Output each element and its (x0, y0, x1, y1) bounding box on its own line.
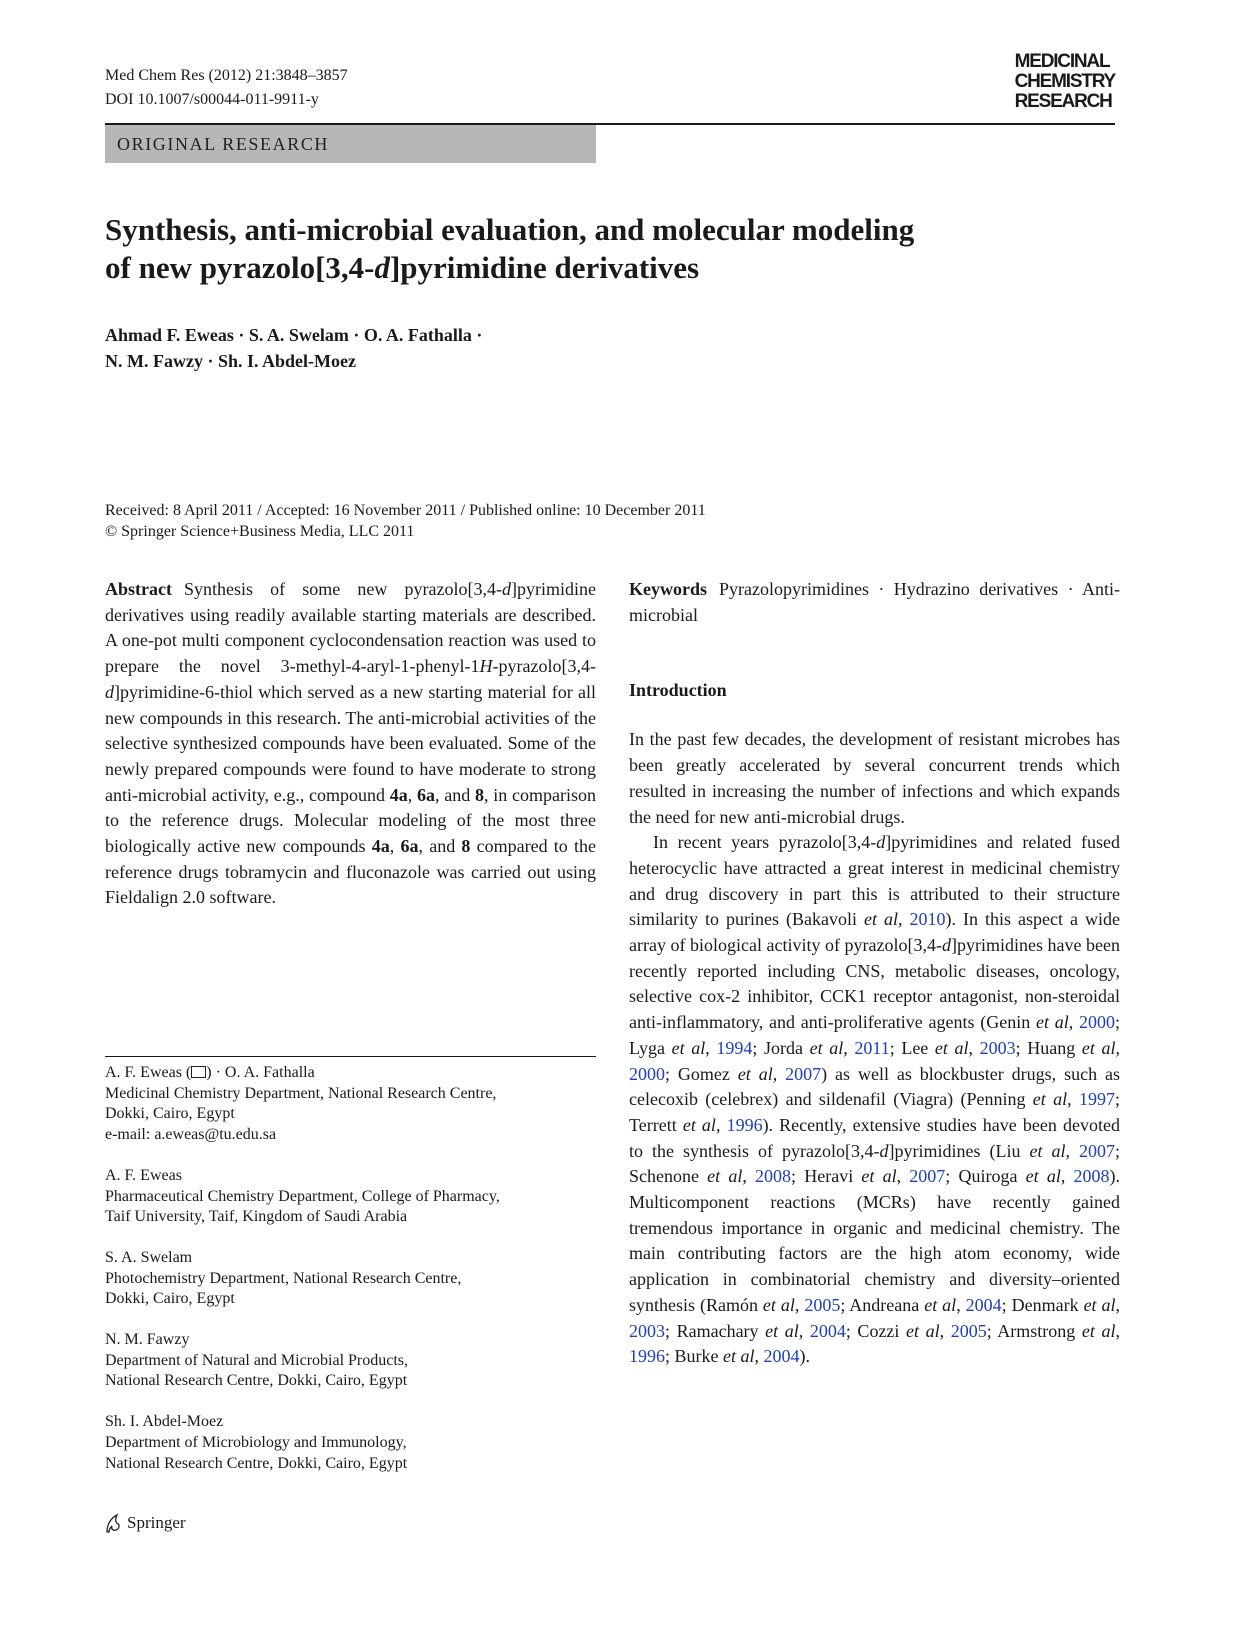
article-title (105, 211, 1005, 287)
citation-link[interactable]: 2005 (804, 1294, 841, 1315)
affiliation-rule (105, 1056, 596, 1057)
affiliation-name: A. F. Eweas (105, 1166, 182, 1184)
citation-link[interactable]: 2008 (755, 1166, 792, 1187)
title-line: of new pyrazolo[3,4-d]pyrimidine derivatives (105, 250, 700, 285)
intro-paragraph: In recent years pyrazolo[3,4-d]pyrimidines and related fused heterocyclic have attracted a great interest in medicinal chemistry and drug discovery in part this is attributed to their structure similarity to purines (Bakavoli et al, 2010). In this aspect a wide array of biological activity of pyrazolo[3,4-d]pyrimidines have been recently reported including CNS, metabolic diseases, oncology, selective cox-2 inhibitor, CCK1 receptor antagonist, non-steroidal anti-inflammatory, and anti-proliferative agents (Genin et al, 2000; Lyga et al, 1994; Jorda et al, 2011; Lee et al, 2003; Huang et al, 2000; Gomez et al, 2007) as well as blockbuster drugs, such as celecoxib (celebrex) and sildenafil (Viagra) (Penning et al, 1997; Terrett et al, 1996). Recently, extensive studies have been devoted to the synthesis of pyrazolo[3,4-d]pyrimidines (Liu et al, 2007; Schenone et al, 2008; Heravi et al, 2007; Quiroga et al, 2008). Multicomponent reactions (MCRs) have recently gained tremendous importance in organic and medicinal chemistry. The main contributing factors are the high atom economy, wide application in combinatorial chemistry and diversity–oriented synthesis (Ramón et al, 2005; Andreana et al, 2004; Denmark et al, 2003; Ramachary et al, 2004; Cozzi et al, 2005; Armstrong et al, 1996; Burke et al, 2004). (629, 832, 1121, 1367)
citation-link[interactable]: 2000 (629, 1063, 665, 1084)
publisher-name: Springer (127, 1513, 186, 1532)
doi: DOI 10.1007/s00044-011-9911-y (105, 91, 319, 108)
springer-horse-icon (103, 1512, 123, 1534)
envelope-icon (191, 1066, 206, 1078)
affiliation-block: A. F. Eweas ( ) · O. A. Fathalla Medicinal Chemistry Department, National Research Centre, Dokki, Cairo, Egypt e-mail: a.eweas@tu.edu.sa (105, 1063, 596, 1146)
logo-line: MEDICINAL (1014, 51, 1110, 72)
affiliation-name: S. A. Swelam (105, 1248, 193, 1266)
right-column (629, 577, 1120, 1370)
abstract-section (105, 577, 596, 911)
introduction-heading: Introduction (629, 680, 727, 701)
journal-logo (1015, 52, 1115, 112)
citation-link[interactable]: 2007 (1079, 1140, 1115, 1161)
citation-link[interactable]: 2003 (629, 1320, 665, 1341)
affiliation-block: S. A. Swelam Photochemistry Department, National Research Centre, Dokki, Cairo, Egypt (105, 1248, 596, 1310)
citation-link[interactable]: 2004 (965, 1294, 1002, 1315)
journal-citation: Med Chem Res (2012) 21:3848–3857 (105, 67, 348, 84)
email[interactable]: e-mail: a.eweas@tu.edu.sa (105, 1126, 277, 1144)
affiliation-name: Sh. I. Abdel-Moez (105, 1413, 224, 1431)
citation-link[interactable]: 2007 (909, 1166, 946, 1187)
citation-link[interactable]: 1996 (726, 1114, 763, 1135)
affiliation-block: N. M. Fawzy Department of Natural and Microbial Products, National Research Centre, Dokki, Cairo, Egypt (105, 1330, 596, 1392)
citation-link[interactable]: 2003 (979, 1037, 1016, 1058)
affiliation-block: A. F. Eweas Pharmaceutical Chemistry Department, College of Pharmacy, Taif University, Taif, Kingdom of Saudi Arabia (105, 1166, 596, 1228)
affiliation-name: A. F. Eweas ( ) · O. A. Fathalla (105, 1064, 315, 1081)
publisher-footer (103, 1512, 186, 1534)
citation-link[interactable]: 2005 (950, 1320, 987, 1341)
citation-link[interactable]: 2004 (809, 1320, 846, 1341)
affiliation-name: N. M. Fawzy (105, 1331, 190, 1349)
citation-link[interactable]: 2010 (909, 909, 946, 930)
abstract-text: Abstract Synthesis of some new pyrazolo[3,4-d]pyrimidine derivatives using readily available starting materials are described. A one-pot multi component cyclocondensation reaction was used to prepare the novel 3-methyl-4-aryl-1-phenyl-1H-pyrazolo[3,4-d]pyrimidine-6-thiol which served as a new starting material for all new compounds in this research. The anti-microbial activities of the selective synthesized compounds have been evaluated. Some of the newly prepared compounds were found to have moderate to strong anti-microbial activity, e.g., compound 4a, 6a, and 8, in comparison to the reference drugs. Molecular modeling of the most three biologically active new compounds 4a, 6a, and 8 compared to the reference drugs tobramycin and fluconazole was carried out using Fieldalign 2.0 software. (105, 579, 597, 908)
citation-link[interactable]: 1994 (716, 1037, 753, 1058)
journal-meta (105, 64, 348, 112)
section-label: ORIGINAL RESEARCH (105, 125, 596, 163)
affiliations (105, 1063, 596, 1494)
citation-link[interactable]: 2004 (763, 1346, 800, 1367)
authors-line: Ahmad F. Eweas · S. A. Swelam · O. A. Fathalla · (105, 325, 483, 345)
dates-line: Received: 8 April 2011 / Accepted: 16 November 2011 / Published online: 10 December 2011 (105, 502, 706, 519)
authors-line: N. M. Fawzy · Sh. I. Abdel-Moez (105, 351, 356, 371)
author-list (105, 322, 805, 374)
citation-link[interactable]: 2008 (1073, 1166, 1110, 1187)
keywords: Keywords Pyrazolopyrimidines · Hydrazino derivatives · Anti-microbial (629, 579, 1120, 625)
logo-line: RESEARCH (1014, 91, 1112, 112)
citation-link[interactable]: 2000 (1078, 1012, 1115, 1033)
abstract-label: Abstract (105, 579, 172, 599)
publication-dates (105, 500, 706, 542)
affiliation-block: Sh. I. Abdel-Moez Department of Microbiology and Immunology, National Research Centre, Dokki, Cairo, Egypt (105, 1412, 596, 1474)
copyright-line: © Springer Science+Business Media, LLC 2011 (105, 523, 415, 540)
logo-line: CHEMISTRY (1014, 71, 1115, 92)
citation-link[interactable]: 1996 (629, 1346, 665, 1367)
title-line: Synthesis, anti-microbial evaluation, and molecular modeling (105, 212, 915, 247)
keywords-label: Keywords (629, 579, 707, 599)
citation-link[interactable]: 1997 (1078, 1089, 1115, 1110)
intro-paragraph: In the past few decades, the development of resistant microbes has been greatly accelerated by several concurrent trends which resulted in increasing the number of infections and which expands the need for new anti-microbial drugs. (629, 729, 1120, 827)
citation-link[interactable]: 2011 (854, 1037, 890, 1058)
citation-link[interactable]: 2007 (785, 1063, 822, 1084)
